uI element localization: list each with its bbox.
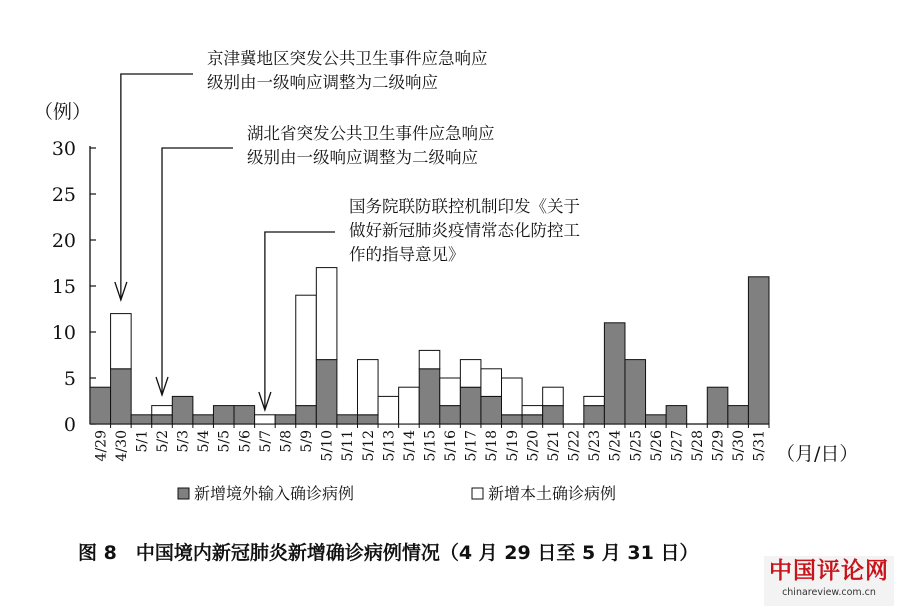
- bar-local: [419, 350, 440, 368]
- x-tick-label: 5/10: [319, 430, 336, 462]
- x-tick-label: 5/1: [134, 430, 151, 453]
- x-tick-label: 5/17: [463, 430, 480, 462]
- x-tick-label: 5/7: [257, 430, 274, 453]
- bar-imported: [296, 406, 317, 424]
- y-tick-label: 10: [51, 322, 76, 344]
- watermark-url: chinareview.com.cn: [782, 587, 876, 598]
- x-tick-label: 5/20: [525, 430, 542, 462]
- bar-imported: [357, 415, 378, 424]
- bar-local: [111, 314, 132, 369]
- x-tick-label: 5/13: [381, 430, 398, 462]
- bar-imported: [707, 387, 728, 424]
- bar-local: [255, 415, 276, 424]
- bar-local: [584, 396, 605, 405]
- x-tick-label: 5/24: [607, 430, 624, 462]
- bar-imported: [275, 415, 296, 424]
- y-tick-label: 0: [63, 414, 76, 436]
- annotation-leader: [162, 148, 233, 395]
- annotation-text: 作的指导意见》: [349, 245, 465, 264]
- annotation-text: 湖北省突发公共卫生事件应急响应: [247, 124, 495, 143]
- bar-imported: [419, 369, 440, 424]
- x-tick-label: 5/18: [484, 430, 501, 462]
- bar-imported: [584, 406, 605, 424]
- watermark-logo-text: 中国评论网: [769, 558, 889, 584]
- bar-imported: [481, 396, 502, 424]
- x-tick-label: 5/9: [299, 430, 316, 453]
- y-axis-label: （例）: [34, 101, 92, 123]
- y-tick-label: 30: [51, 138, 76, 160]
- y-tick-label: 15: [51, 276, 76, 298]
- bar-imported: [604, 323, 625, 424]
- bar-imported: [502, 415, 523, 424]
- x-tick-label: 5/8: [278, 430, 295, 453]
- annotation-text: 国务院联防联控机制印发《关于: [349, 197, 580, 216]
- y-tick-label: 25: [51, 184, 76, 206]
- bar-imported: [90, 387, 111, 424]
- x-tick-label: 5/6: [237, 430, 254, 453]
- legend-swatch-imported: [178, 488, 189, 499]
- watermark-logo: [764, 556, 894, 606]
- x-tick-label: 5/30: [731, 430, 748, 462]
- x-tick-label: 5/22: [566, 430, 583, 462]
- annotation-text: 京津冀地区突发公共卫生事件应急响应: [207, 49, 488, 68]
- bar-imported: [316, 360, 337, 424]
- bar-local: [502, 378, 523, 415]
- x-tick-label: 5/23: [587, 430, 604, 462]
- annotation-text: 做好新冠肺炎疫情常态化防控工: [349, 221, 580, 240]
- annotation-text: 级别由一级响应调整为二级响应: [207, 73, 438, 92]
- bar-imported: [522, 415, 543, 424]
- x-tick-label: 5/4: [196, 430, 213, 453]
- bar-local: [522, 406, 543, 415]
- x-tick-label: 5/2: [155, 430, 172, 453]
- bar-imported: [666, 406, 687, 424]
- bar-imported: [543, 406, 564, 424]
- bar-imported: [172, 396, 193, 424]
- bar-imported: [234, 406, 255, 424]
- bar-local: [440, 378, 461, 406]
- bar-imported: [193, 415, 214, 424]
- bar-local: [316, 268, 337, 360]
- x-tick-label: 5/16: [443, 430, 460, 462]
- y-tick-label: 5: [63, 368, 76, 390]
- bar-imported: [646, 415, 667, 424]
- bar-local: [378, 396, 399, 424]
- bar-local: [460, 360, 481, 388]
- bar-local: [481, 369, 502, 397]
- bar-local: [543, 387, 564, 405]
- x-tick-label: 4/30: [113, 430, 130, 462]
- x-tick-label: 5/11: [340, 430, 357, 462]
- bar-imported: [337, 415, 358, 424]
- x-axis-label: （月/日）: [776, 443, 859, 465]
- x-tick-label: 4/29: [93, 430, 110, 462]
- x-tick-label: 5/25: [628, 430, 645, 462]
- bar-imported: [152, 415, 173, 424]
- bar-imported: [131, 415, 152, 424]
- figure-caption: 图 8 中国境内新冠肺炎新增确诊病例情况（4 月 29 日至 5 月 31 日）: [78, 542, 699, 564]
- legend-swatch-local: [472, 488, 483, 499]
- x-tick-label: 5/3: [175, 430, 192, 453]
- x-tick-label: 5/5: [216, 430, 233, 453]
- bar-imported: [440, 406, 461, 424]
- bar-local: [296, 295, 317, 405]
- x-tick-label: 5/31: [751, 430, 768, 462]
- x-tick-label: 5/14: [401, 430, 418, 462]
- bar-imported: [111, 369, 132, 424]
- bar-local: [357, 360, 378, 415]
- annotation-text: 级别由一级响应调整为二级响应: [247, 148, 478, 167]
- bar-imported: [728, 406, 749, 424]
- bar-imported: [213, 406, 234, 424]
- x-tick-label: 5/15: [422, 430, 439, 462]
- bar-local: [152, 406, 173, 415]
- x-tick-label: 5/12: [360, 430, 377, 462]
- y-tick-label: 20: [51, 230, 76, 252]
- x-tick-label: 5/28: [689, 430, 706, 462]
- x-tick-label: 5/27: [669, 430, 686, 462]
- x-tick-label: 5/21: [545, 430, 562, 462]
- bar-local: [399, 387, 420, 424]
- bar-imported: [460, 387, 481, 424]
- x-tick-label: 5/19: [504, 430, 521, 462]
- bar-imported: [625, 360, 646, 424]
- legend-label-local: 新增本土确诊病例: [488, 484, 617, 503]
- x-tick-label: 5/29: [710, 430, 727, 462]
- x-tick-label: 5/26: [648, 430, 665, 462]
- legend-label-imported: 新增境外输入确诊病例: [194, 484, 355, 503]
- annotation-leader: [121, 74, 193, 300]
- bar-imported: [748, 277, 769, 424]
